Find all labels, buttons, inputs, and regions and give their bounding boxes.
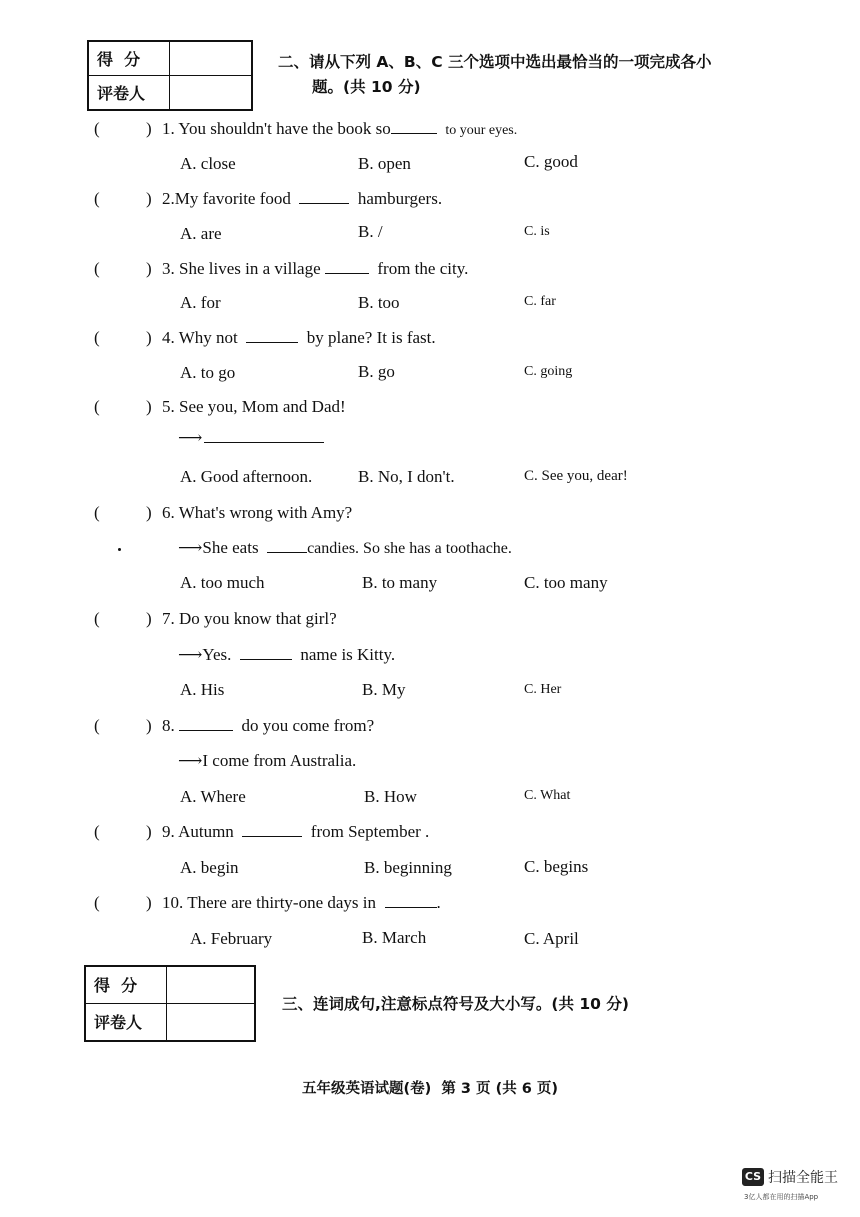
score-cell bbox=[167, 966, 256, 1003]
option-b[interactable]: B. March bbox=[362, 928, 427, 947]
answer-paren-close: ) bbox=[146, 397, 152, 416]
question-6 bbox=[0, 503, 860, 533]
answer-paren-close: ) bbox=[146, 259, 152, 278]
speck bbox=[118, 548, 121, 551]
answer-paren-close: ) bbox=[146, 716, 152, 735]
scanner-logo-icon: CS bbox=[742, 1168, 764, 1186]
option-b[interactable]: B. open bbox=[358, 154, 411, 173]
question-text: 10. There are thirty-one days in . bbox=[162, 893, 441, 912]
option-c[interactable]: C. good bbox=[524, 152, 578, 171]
answer-paren-open: ( bbox=[94, 397, 100, 416]
answer-paren-open: ( bbox=[94, 189, 100, 208]
scanner-brand-name: 扫描全能王 bbox=[768, 1170, 838, 1186]
section-2-title bbox=[278, 50, 711, 100]
option-c[interactable]: C. begins bbox=[524, 857, 589, 876]
question-7 bbox=[0, 609, 860, 639]
grader-label: 评卷人 bbox=[88, 75, 170, 110]
option-c[interactable]: C. going bbox=[524, 364, 573, 379]
score-cell bbox=[170, 41, 253, 75]
answer-paren-close: ) bbox=[146, 189, 152, 208]
answer-paren-close: ) bbox=[146, 503, 152, 522]
answer-line: ⟶She eats candies. So she has a toothache. bbox=[178, 538, 512, 557]
option-a[interactable]: A. Good afternoon. bbox=[180, 467, 313, 486]
option-c[interactable]: C. See you, dear! bbox=[524, 468, 628, 484]
question-text: 7. Do you know that girl? bbox=[162, 609, 337, 628]
answer-paren-close: ) bbox=[146, 822, 152, 841]
option-b[interactable]: B. / bbox=[358, 222, 383, 241]
option-b[interactable]: B. too bbox=[358, 293, 400, 312]
scanner-tagline: 3亿人都在用的扫描App bbox=[744, 1193, 819, 1201]
answer-paren-close: ) bbox=[146, 328, 152, 347]
option-a[interactable]: A. February bbox=[190, 929, 273, 948]
question-10 bbox=[0, 893, 860, 923]
question-text: 5. See you, Mom and Dad! bbox=[162, 397, 346, 416]
answer-paren-open: ( bbox=[94, 328, 100, 347]
option-a[interactable]: A. Where bbox=[180, 787, 246, 806]
question-text: 3. She lives in a village from the city. bbox=[162, 259, 469, 278]
question-8 bbox=[0, 716, 860, 746]
option-c[interactable]: C. far bbox=[524, 294, 556, 309]
option-a[interactable]: A. are bbox=[180, 224, 222, 243]
question-text: 1. You shouldn't have the book so to your eyes. bbox=[162, 119, 518, 138]
option-b[interactable]: B. to many bbox=[362, 573, 438, 592]
answer-paren-open: ( bbox=[94, 822, 100, 841]
answer-paren-open: ( bbox=[94, 609, 100, 628]
score-label: 得 分 bbox=[88, 41, 170, 75]
grader-label: 评卷人 bbox=[85, 1003, 167, 1041]
grader-cell bbox=[170, 75, 253, 110]
score-box-bottom bbox=[84, 965, 256, 1042]
option-c[interactable]: C. too many bbox=[524, 573, 608, 592]
question-2 bbox=[0, 189, 860, 219]
option-c[interactable]: C. What bbox=[524, 788, 571, 803]
answer-line: ⟶ bbox=[178, 428, 324, 448]
section-2-title-line2: 题。(共 10 分) bbox=[312, 78, 421, 96]
option-a[interactable]: A. begin bbox=[180, 858, 239, 877]
score-box-top bbox=[87, 40, 253, 111]
question-5 bbox=[0, 397, 860, 427]
question-text: 4. Why not by plane? It is fast. bbox=[162, 328, 436, 347]
answer-line: ⟶Yes. name is Kitty. bbox=[178, 645, 396, 664]
section-3-title: 三、连词成句,注意标点符号及大小写。(共 10 分) bbox=[282, 995, 629, 1013]
answer-paren-open: ( bbox=[94, 893, 100, 912]
question-text: 8. do you come from? bbox=[162, 716, 375, 735]
option-c[interactable]: C. Her bbox=[524, 682, 562, 697]
grader-cell bbox=[167, 1003, 256, 1041]
answer-paren-close: ) bbox=[146, 119, 152, 138]
answer-paren-open: ( bbox=[94, 503, 100, 522]
option-a[interactable]: A. to go bbox=[180, 363, 236, 382]
option-c[interactable]: C. April bbox=[524, 929, 579, 948]
question-text: 9. Autumn from September . bbox=[162, 822, 430, 841]
answer-paren-close: ) bbox=[146, 609, 152, 628]
question-text: 2.My favorite food hamburgers. bbox=[162, 189, 443, 208]
score-label: 得 分 bbox=[85, 966, 167, 1003]
question-4 bbox=[0, 328, 860, 358]
question-3 bbox=[0, 259, 860, 289]
option-a[interactable]: A. His bbox=[180, 680, 225, 699]
answer-paren-open: ( bbox=[94, 119, 100, 138]
option-b[interactable]: B. My bbox=[362, 680, 406, 699]
option-b[interactable]: B. How bbox=[364, 787, 417, 806]
option-a[interactable]: A. close bbox=[180, 154, 236, 173]
option-b[interactable]: B. No, I don't. bbox=[358, 467, 455, 486]
section-2-title-line1: 二、请从下列 A、B、C 三个选项中选出最恰当的一项完成各小 bbox=[278, 53, 712, 71]
question-text: 6. What's wrong with Amy? bbox=[162, 503, 353, 522]
option-b[interactable]: B. go bbox=[358, 362, 395, 381]
answer-paren-open: ( bbox=[94, 259, 100, 278]
answer-paren-open: ( bbox=[94, 716, 100, 735]
page-footer: 五年级英语试题(卷) 第 3 页 (共 6 页) bbox=[301, 1081, 559, 1097]
option-a[interactable]: A. too much bbox=[180, 573, 265, 592]
answer-line: ⟶I come from Australia. bbox=[178, 751, 357, 770]
answer-paren-close: ) bbox=[146, 893, 152, 912]
option-a[interactable]: A. for bbox=[180, 293, 221, 312]
question-1 bbox=[0, 119, 860, 149]
option-b[interactable]: B. beginning bbox=[364, 858, 452, 877]
question-9 bbox=[0, 822, 860, 852]
option-c[interactable]: C. is bbox=[524, 224, 550, 239]
